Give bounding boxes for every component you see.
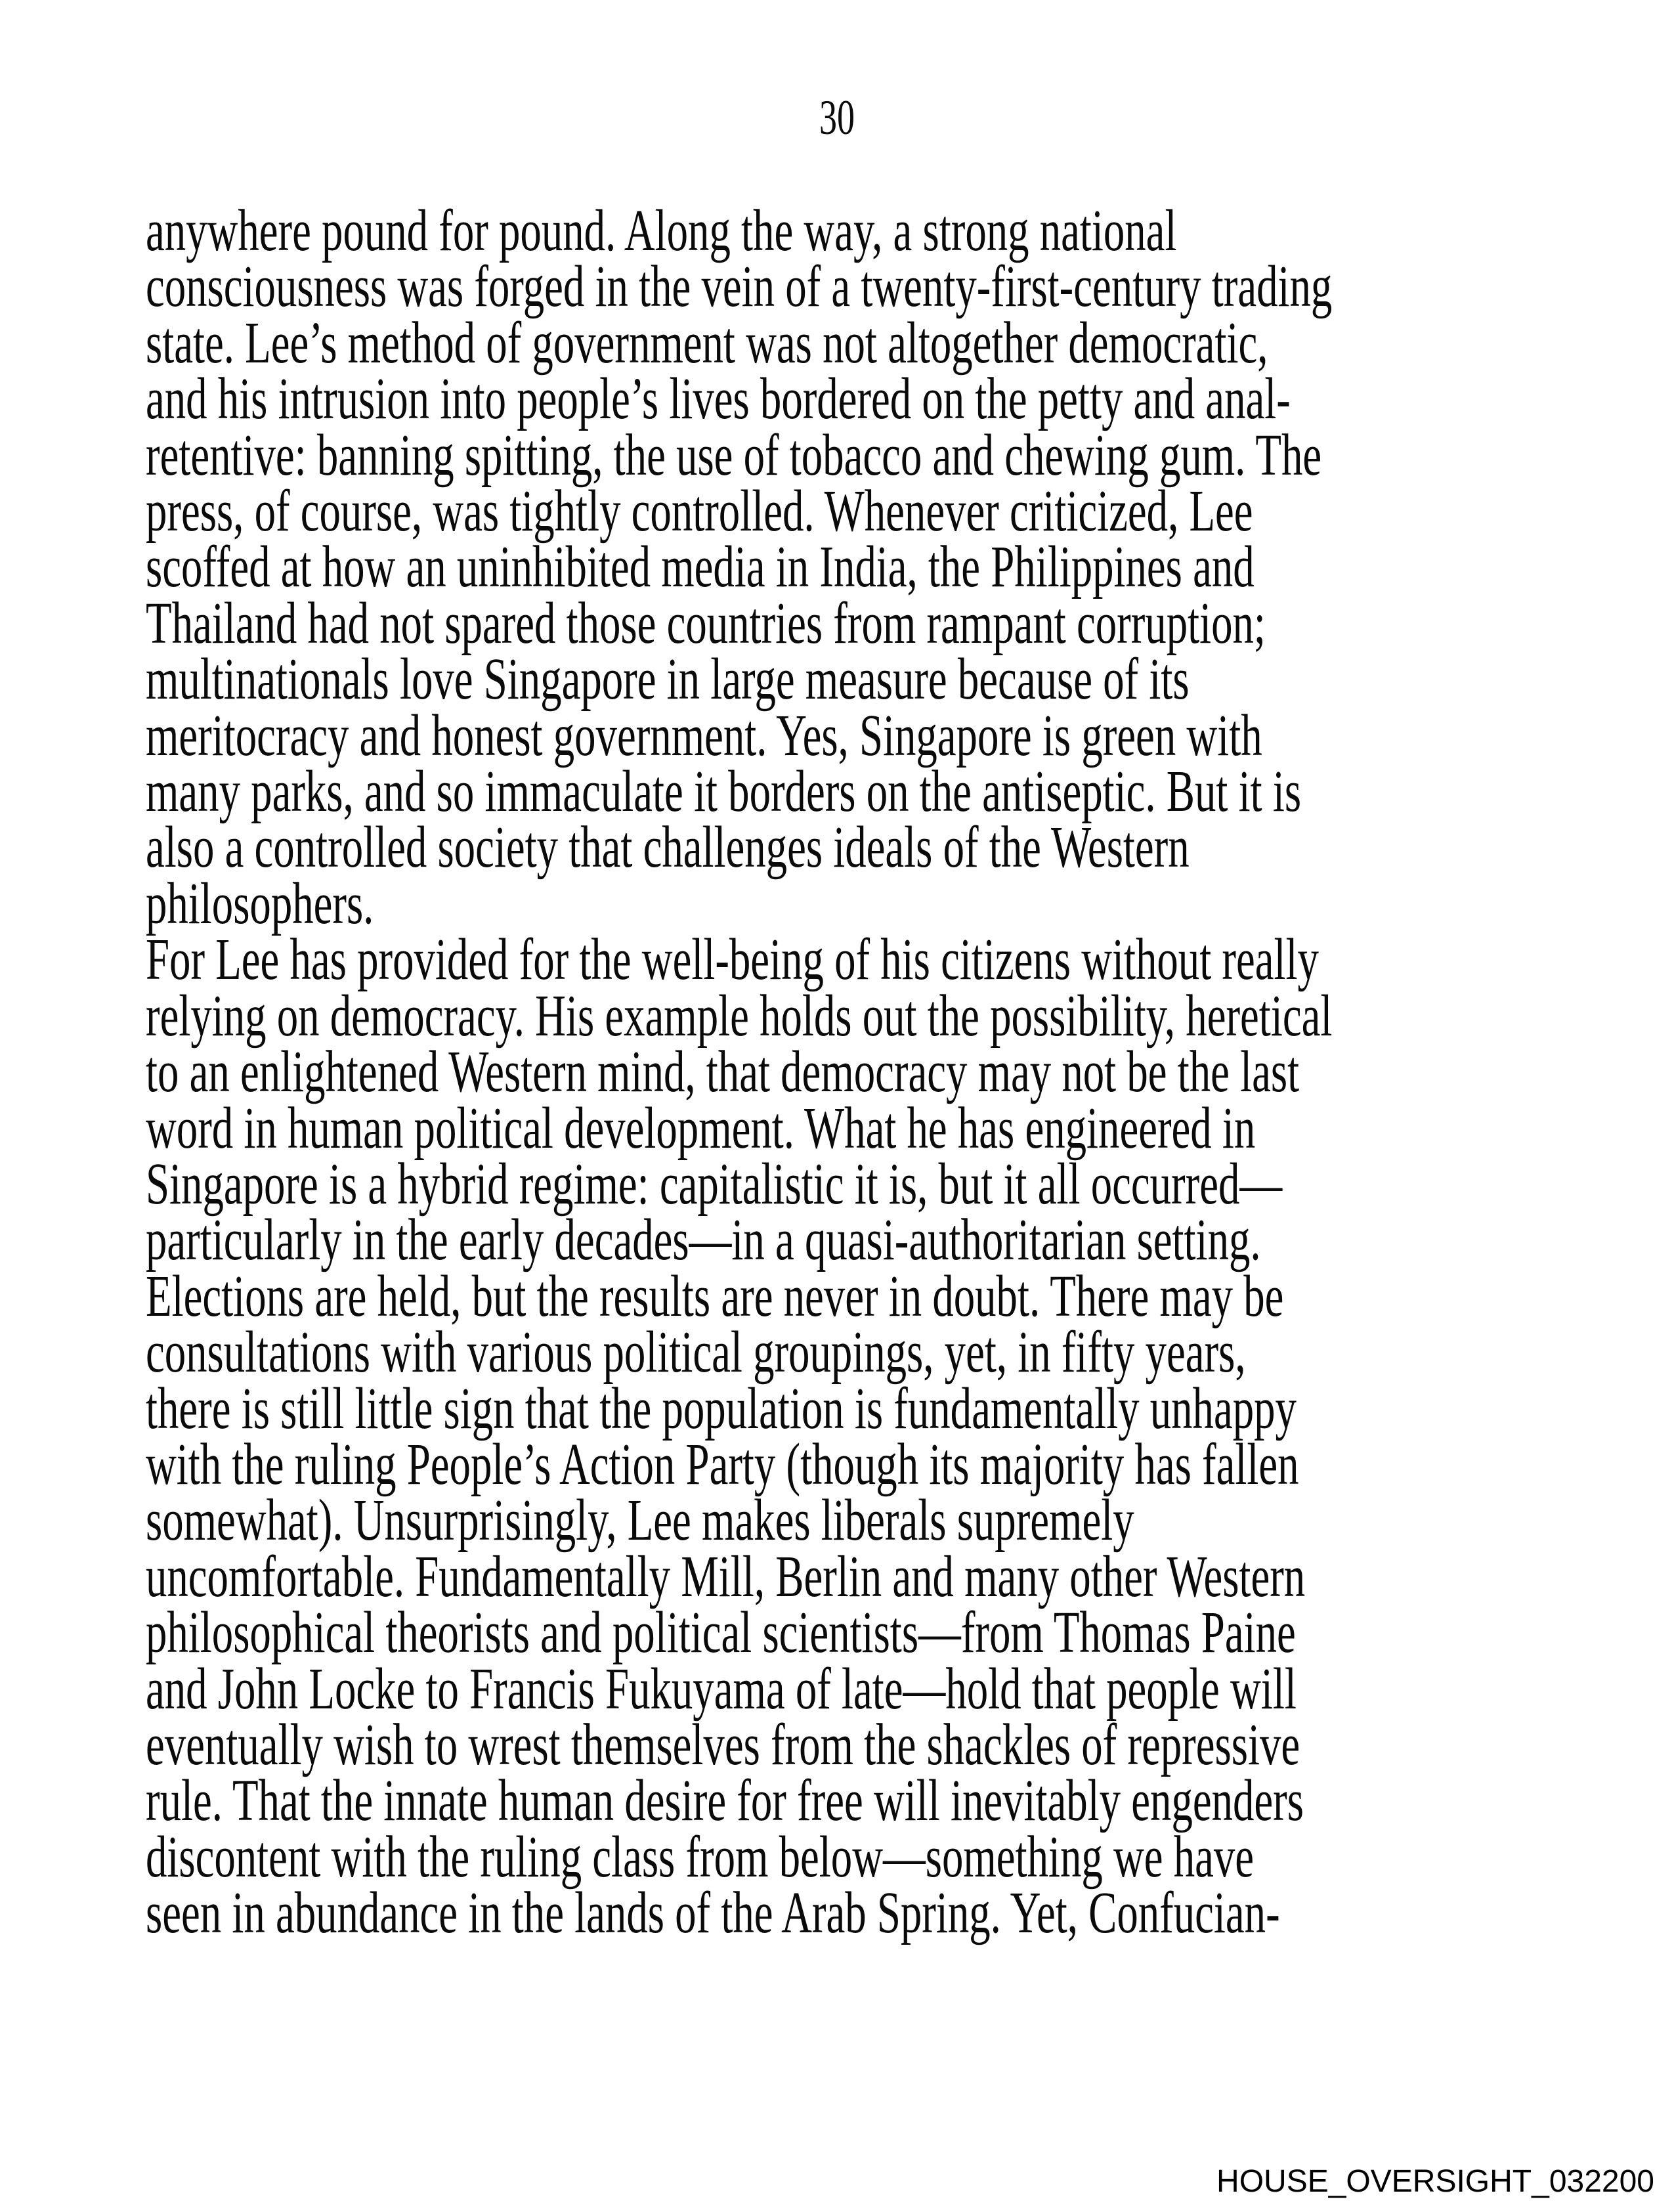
text-line: with the ruling People’s Action Party (though its majority has fallen	[146, 1431, 1299, 1497]
bates-stamp: HOUSE_OVERSIGHT_032200	[1216, 2164, 1654, 2199]
text-line: Singapore is a hybrid regime: capitalistic it is, but it all occurred—	[146, 1151, 1283, 1217]
text-line: press, of course, was tightly controlled. Whenever criticized, Lee	[146, 479, 1253, 544]
text-line: meritocracy and honest government. Yes, Singapore is green with	[146, 703, 1262, 768]
text-line: relying on democracy. His example holds out the possibility, heretical	[146, 983, 1333, 1049]
text-line: many parks, and so immaculate it borders on the antiseptic. But it is	[146, 759, 1302, 825]
text-line: eventually wish to wrest themselves from the shackles of repressive	[146, 1712, 1300, 1777]
text-line: retentive: banning spitting, the use of tobacco and chewing gum. The	[146, 422, 1322, 488]
text-line: particularly in the early decades—in a quasi-authoritarian setting.	[146, 1207, 1261, 1273]
text-line: For Lee has provided for the well-being of his citizens without really	[146, 927, 1319, 993]
text-line: consciousness was forged in the vein of a twenty-first-century trading	[146, 254, 1333, 320]
text-line: multinationals love Singapore in large measure because of its	[146, 647, 1190, 712]
text-line: Elections are held, but the results are never in doubt. There may be	[146, 1263, 1284, 1329]
text-line: and John Locke to Francis Fukuyama of late—hold that people will	[146, 1656, 1297, 1722]
text-line: consultations with various political groupings, yet, in fifty years,	[146, 1320, 1246, 1385]
text-line: and his intrusion into people’s lives bordered on the petty and anal-	[146, 366, 1291, 432]
body-text	[146, 198, 1674, 1946]
text-line: philosophical theorists and political scientists—from Thomas Paine	[146, 1600, 1296, 1666]
text-line: state. Lee’s method of government was not altogether democratic,	[146, 310, 1268, 376]
text-line: there is still little sign that the population is fundamentally unhappy	[146, 1376, 1297, 1441]
text-line: discontent with the ruling class from below—something we have	[146, 1824, 1255, 1890]
text-line: seen in abundance in the lands of the Arab Spring. Yet, Confucian-	[146, 1880, 1280, 1946]
text-line: rule. That the innate human desire for free will inevitably engenders	[146, 1768, 1304, 1834]
text-line: scoffed at how an uninhibited media in India, the Philippines and	[146, 534, 1255, 600]
page-number: 30	[819, 91, 855, 145]
text-line: Thailand had not spared those countries from rampant corruption;	[146, 590, 1266, 656]
text-line: philosophers.	[146, 871, 374, 936]
text-line: uncomfortable. Fundamentally Mill, Berlin and many other Western	[146, 1544, 1306, 1609]
text-line: to an enlightened Western mind, that democracy may not be the last	[146, 1039, 1300, 1105]
text-line: anywhere pound for pound. Along the way, a strong national	[146, 198, 1177, 263]
text-line: somewhat). Unsurprisingly, Lee makes liberals supremely	[146, 1488, 1134, 1553]
text-line: also a controlled society that challenges ideals of the Western	[146, 815, 1190, 880]
text-line: word in human political development. What he has engineered in	[146, 1095, 1256, 1161]
